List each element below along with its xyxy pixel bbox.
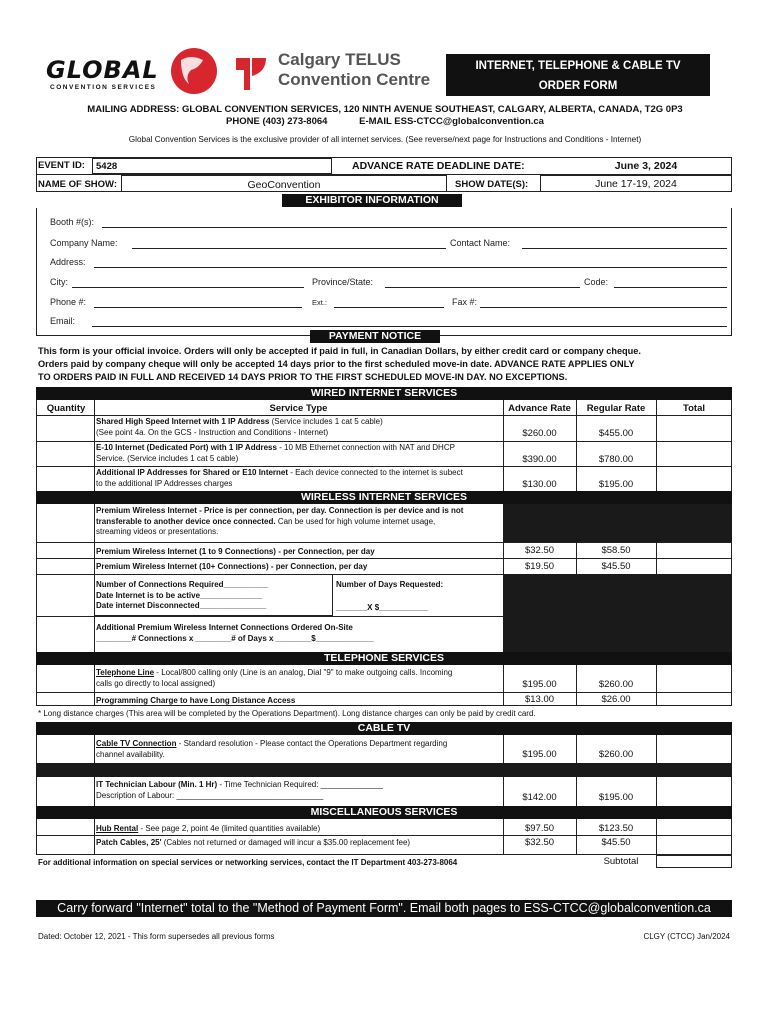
telus-logo-line1: Calgary TELUS <box>278 50 401 69</box>
patch-cable-reg: $45.50 <box>601 837 631 848</box>
wireless-row2-reg: $45.50 <box>601 561 631 572</box>
city-input[interactable] <box>72 287 304 288</box>
carry-forward-banner: Carry forward "Internet" total to the "Method of Payment Form". Email both pages to ESS-CTCC@globalconvention.ca <box>36 900 732 917</box>
it-labour-text[interactable]: IT Technician Labour (Min. 1 Hr) - Time Technician Required: ______________ Description of Labour: _________________________________ <box>96 780 383 800</box>
address-input[interactable] <box>94 267 727 268</box>
payment-line2: Orders paid by company cheque will only be accepted 14 days prior to the first scheduled move-in date. ADVANCE RATE APPLIES ONLY <box>38 359 635 369</box>
contact-input[interactable] <box>522 248 727 249</box>
payment-notice <box>38 345 738 384</box>
additional-shade <box>503 616 732 652</box>
dated-note: Dated: October 12, 2021 - This form supersedes all previous forms <box>38 932 275 941</box>
booth-label: Booth #(s): <box>50 217 95 227</box>
wireless-row2-adv: $19.50 <box>524 561 555 572</box>
email-input[interactable] <box>92 326 727 327</box>
telus-logo <box>232 48 442 96</box>
telephone-row1-text: Telephone Line - Local/800 calling only (Line is an analog, Dial "9" to make outgoing calls. Incoming calls go directly to local assigned) <box>96 668 453 688</box>
col-advance-rate: Advance Rate <box>508 403 571 414</box>
address-label: Address: <box>50 257 86 267</box>
telephone-row1-reg: $260.00 <box>598 679 634 690</box>
telephone-title: TELEPHONE SERVICES <box>36 652 732 665</box>
form-code: CLGY (CTCC) Jan/2024 <box>643 932 730 941</box>
telephone-row2-adv: $13.00 <box>524 694 555 705</box>
payment-title: PAYMENT NOTICE <box>310 330 440 343</box>
company-input[interactable] <box>132 248 446 249</box>
payment-line3: TO ORDERS PAID IN FULL AND RECEIVED 14 DAYS PRIOR TO THE FIRST SCHEDULED MOVE-IN DAY. NO EXCEPTIONS. <box>38 372 568 382</box>
col-quantity: Quantity <box>46 403 86 414</box>
wired-row2-reg: $780.00 <box>598 454 634 465</box>
mailing-address <box>40 104 730 128</box>
it-department-note: For additional information on special services or networking services, contact the IT Department 403-273-8064 <box>38 858 458 867</box>
hub-rental-text: Hub Rental - See page 2, point 4e (limited quantities available) <box>96 824 321 833</box>
phone-text: PHONE (403) 273-8064 <box>226 116 328 127</box>
global-logo-subtext: CONVENTION SERVICES <box>50 84 157 91</box>
hub-rental-reg: $123.50 <box>598 823 634 834</box>
code-input[interactable] <box>614 287 727 288</box>
telephone-row2-text: Programming Charge to have Long Distance Access <box>96 696 296 705</box>
wired-row3-adv: $130.00 <box>522 479 557 490</box>
fax-input[interactable] <box>480 307 727 308</box>
wired-row2-adv: $390.00 <box>522 454 557 465</box>
additional-wireless[interactable]: Additional Premium Wireless Internet Connections Ordered On-Site ________# Connections x ________# of Days x ________$_____________ <box>96 623 374 643</box>
wireless-desc: Premium Wireless Internet - Price is per connection, per day. Connection is per device and is not transferable to another device once connected. Can be used for high volume internet usage, streaming videos or presentations. <box>96 506 464 536</box>
form-title-line2: ORDER FORM <box>538 80 618 92</box>
wired-row3-text: Additional IP Addresses for Shared or E10 Internet - Each device connected to the internet is subect to the additional IP Addresses charges <box>96 468 463 488</box>
mailing-address-text: MAILING ADDRESS: GLOBAL CONVENTION SERVICES, 120 NINTH AVENUE SOUTHEAST, CALGARY, ALBERTA, CANADA, T2G 0P3 <box>87 104 683 115</box>
wireless-fields-shade <box>503 574 732 616</box>
show-dates-label: SHOW DATE(S): <box>455 179 529 190</box>
wired-row1-reg: $455.00 <box>598 428 634 439</box>
booth-input[interactable] <box>102 227 727 228</box>
company-label: Company Name: <box>50 238 118 248</box>
it-labour-reg: $195.00 <box>598 792 634 803</box>
telus-logo-line2: Convention Centre <box>278 70 431 89</box>
event-id-field <box>92 158 332 174</box>
deadline-label: ADVANCE RATE DEADLINE DATE: <box>352 160 525 172</box>
fax-label: Fax #: <box>452 297 478 307</box>
province-label: Province/State: <box>312 277 374 287</box>
wired-row1-text: Shared High Speed Internet with 1 IP Address (Service includes 1 cat 5 cable) (See point 4a. On the GCS - Instruction and Conditions - Internet) <box>96 417 383 437</box>
cable-row1-reg: $260.00 <box>598 749 634 760</box>
hub-rental-adv: $97.50 <box>524 823 555 834</box>
event-id-label: EVENT ID: <box>38 160 85 171</box>
phone-label: Phone #: <box>50 297 87 307</box>
province-input[interactable] <box>385 287 580 288</box>
telephone-row2-reg: $26.00 <box>601 694 631 705</box>
show-name-value[interactable]: GeoConvention <box>247 179 321 191</box>
separator-bar <box>36 763 732 777</box>
show-dates-value[interactable]: June 17-19, 2024 <box>595 178 677 190</box>
show-name-label: NAME OF SHOW: <box>38 179 117 190</box>
contact-label: Contact Name: <box>450 238 511 248</box>
global-logo-text: GLOBAL <box>46 56 159 84</box>
long-distance-note: * Long distance charges (This area will be completed by the Operations Department). Long distance charges can only be paid by credit card. <box>38 709 536 718</box>
misc-title: MISCELLANEOUS SERVICES <box>36 806 732 819</box>
wireless-row1-adv: $32.50 <box>524 545 555 556</box>
wireless-title: WIRELESS INTERNET SERVICES <box>36 491 732 504</box>
ext-input[interactable] <box>334 307 444 308</box>
global-logo <box>46 46 221 96</box>
deadline-value: June 3, 2024 <box>614 160 678 172</box>
wired-row3-reg: $195.00 <box>598 479 634 490</box>
col-regular-rate: Regular Rate <box>586 403 646 414</box>
patch-cable-adv: $32.50 <box>524 837 555 848</box>
payment-line1: This form is your official invoice. Orders will only be accepted if paid in full, in Canadian Dollars, by either credit card or company cheque. <box>38 346 641 356</box>
cable-row1-text: Cable TV Connection - Standard resolution - Please contact the Operations Department regarding channel availability. <box>96 739 448 759</box>
wired-title: WIRED INTERNET SERVICES <box>36 387 732 400</box>
ext-label: Ext.: <box>312 298 328 307</box>
cable-row1-adv: $195.00 <box>522 749 557 760</box>
subtotal-field[interactable] <box>656 855 732 868</box>
it-labour-adv: $142.00 <box>522 792 557 803</box>
wireless-desc-shade <box>503 504 732 542</box>
wireless-row1-text: Premium Wireless Internet (1 to 9 Connections) - per Connection, per day <box>96 547 375 556</box>
wireless-row2-text: Premium Wireless Internet (10+ Connections) - per Connection, per day <box>96 562 368 571</box>
form-title-line1: INTERNET, TELEPHONE & CABLE TV <box>475 60 681 72</box>
form-title-box <box>446 54 710 96</box>
wired-row2-text: E-10 Internet (Dedicated Port) with 1 IP Address - 10 MB Ethernet connection with NAT and DHCP Service. (Service includes 1 cat 5 cable) <box>96 443 455 463</box>
exclusive-note: Global Convention Services is the exclusive provider of all internet services. (See reverse/next page for Instructions and Conditions - Internet) <box>128 135 642 144</box>
wired-row1-adv: $260.00 <box>522 428 557 439</box>
col-total: Total <box>683 403 705 414</box>
connections-fields[interactable]: Number of Connections Required__________ Date Internet is to be active______________ Date internet Disconnected_______________ <box>96 580 269 610</box>
col-service-type: Service Type <box>269 403 328 414</box>
event-id-value[interactable]: 5428 <box>96 161 118 172</box>
patch-cable-text: Patch Cables, 25' (Cables not returned or damaged will incur a $35.00 replacement fee) <box>96 838 411 847</box>
city-label: City: <box>50 277 68 287</box>
telephone-row1-adv: $195.00 <box>522 679 557 690</box>
phone-input[interactable] <box>94 307 302 308</box>
days-requested: Number of Days Requested: <box>336 580 444 589</box>
days-calc[interactable]: _______X $___________ <box>336 603 429 612</box>
email-label: Email: <box>50 316 76 326</box>
wireless-row1-reg: $58.50 <box>601 545 631 556</box>
email-text: E-MAIL ESS-CTCC@globalconvention.ca <box>359 116 544 127</box>
exhibitor-title: EXHIBITOR INFORMATION <box>282 194 462 207</box>
code-label: Code: <box>584 277 609 287</box>
subtotal-label: Subtotal <box>603 856 639 867</box>
cable-title: CABLE TV <box>36 722 732 735</box>
